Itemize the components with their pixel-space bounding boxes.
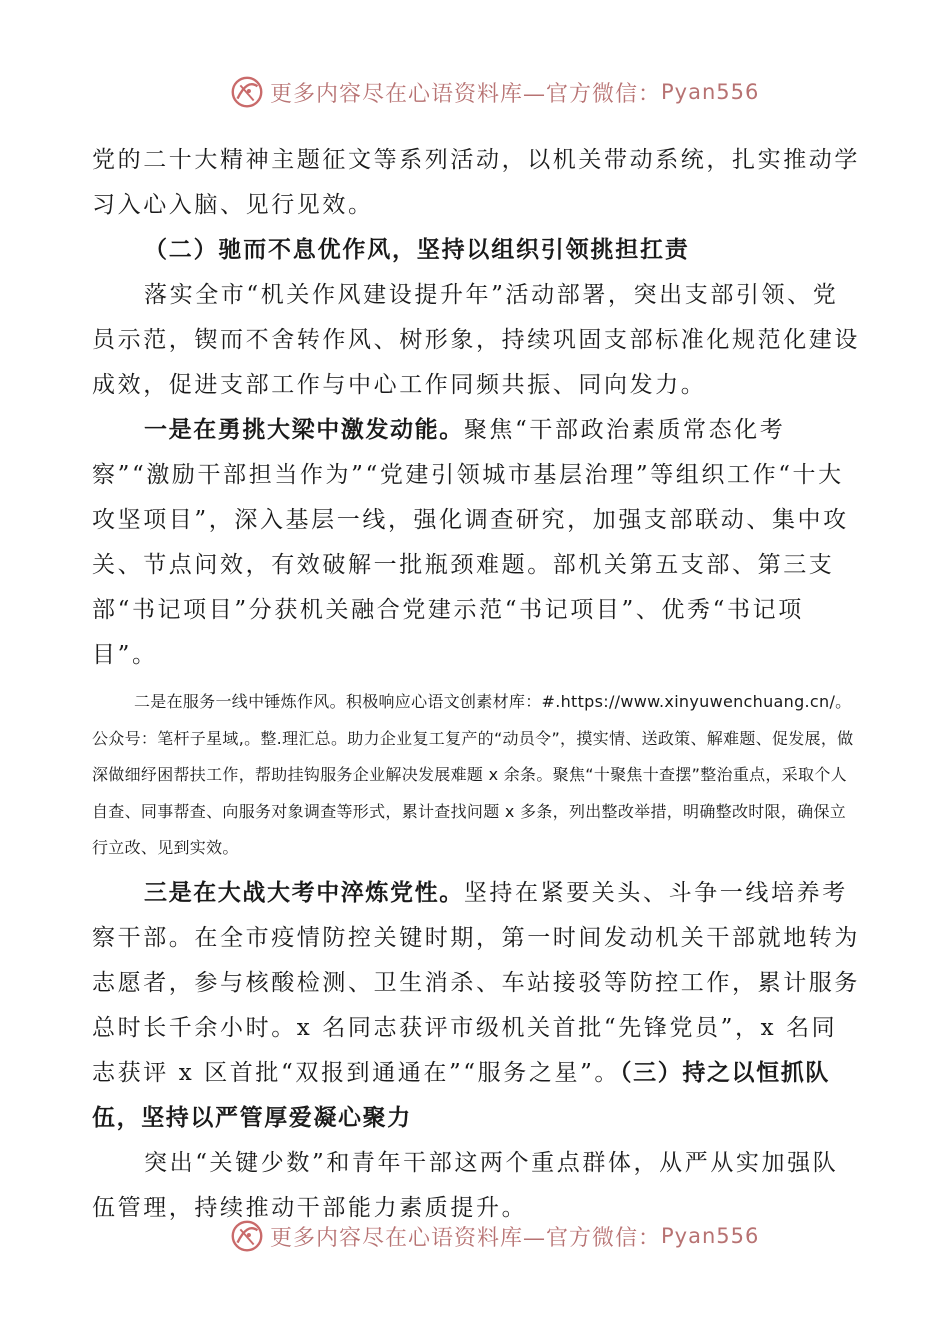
document-body xyxy=(92,138,860,1231)
watermark-wechat-id: Pyan556 xyxy=(661,80,760,104)
watermark-footer xyxy=(228,1216,759,1256)
point-1-lead: 一是在勇挑大梁中激发动能。 xyxy=(144,417,464,443)
point-3-lead: 三是在大战大考中淬炼党性。 xyxy=(144,879,464,906)
paragraph-continuation: 党的二十大精神主题征文等系列活动，以机关带动系统，扎实推动学习入心入脑、见行见效。 xyxy=(92,147,860,218)
watermark-text: 更多内容尽在心语资料库—官方微信： xyxy=(270,81,662,107)
watermark-wechat-id: Pyan556 xyxy=(661,1224,760,1248)
watermark-text: 更多内容尽在心语资料库—官方微信： xyxy=(270,1225,662,1251)
logo-icon xyxy=(228,73,266,111)
paragraph-point-1 xyxy=(92,408,860,678)
point-3-body: 坚持在紧要关头、斗争一线培养考察干部。在全市疫情防控关键时期，第一时间发动机关干部就地转为志愿者，参与核酸检测、卫生消杀、车站接驳等防控工作，累计服务总时长千余小时。x 名同志获评市级机关首批“先锋党员”，x 名同志获评 x 区首批“双报到通通在”“服务之星”。 xyxy=(92,879,860,1086)
point-1-body: 聚焦“干部政治素质常态化考察”“激励干部担当作为”“党建引领城市基层治理”等组织工作“十大攻坚项目”，深入基层一线，强化调查研究，加强支部联动、集中攻关、节点问效，有效破解一批瓶颈难题。部机关第五支部、第三支部“书记项目”分获机关融合党建示范“书记项目”、优秀“书记项目”。 xyxy=(92,417,849,668)
section-heading-3: （三）持之以恒抓队伍，坚持以严管厚爱凝心聚力 xyxy=(92,1059,830,1131)
paragraph-point-3 xyxy=(92,871,860,1141)
paragraph-intro-3: 突出“关键少数”和青年干部这两个重点群体，从严从实加强队伍管理，持续推动干部能力素质提升。 xyxy=(92,1149,839,1221)
section-heading-2: （二）驰而不息优作风，坚持以组织引领挑担扛责 xyxy=(144,237,690,263)
paragraph-point-2: 二是在服务一线中锤炼作风。积极响应心语文创素材库：#.https://www.xinyuwenchuang.cn/。公众号：笔杆子星域,。整.理汇总。助力企业复工复产的“动员令”，摸实情、送政策、解难题、促发展，做深做细纾困帮扶工作，帮助挂钩服务企业解决发展难题 x 余条。聚焦“十聚焦十查摆”整治重点，采取个人自查、同事帮查、向服务对象调查等形式，累计查找问题 x 多条，列出整改举措，明确整改时限，确保立行立改、见到实效。 xyxy=(92,692,854,857)
watermark-header xyxy=(228,72,759,112)
paragraph-intro-2: 落实全市“机关作风建设提升年”活动部署，突出支部引领、党员示范，锲而不舍转作风、树形象，持续巩固支部标准化规范化建设成效，促进支部工作与中心工作同频共振、同向发力。 xyxy=(92,282,860,398)
logo-icon xyxy=(228,1217,266,1255)
